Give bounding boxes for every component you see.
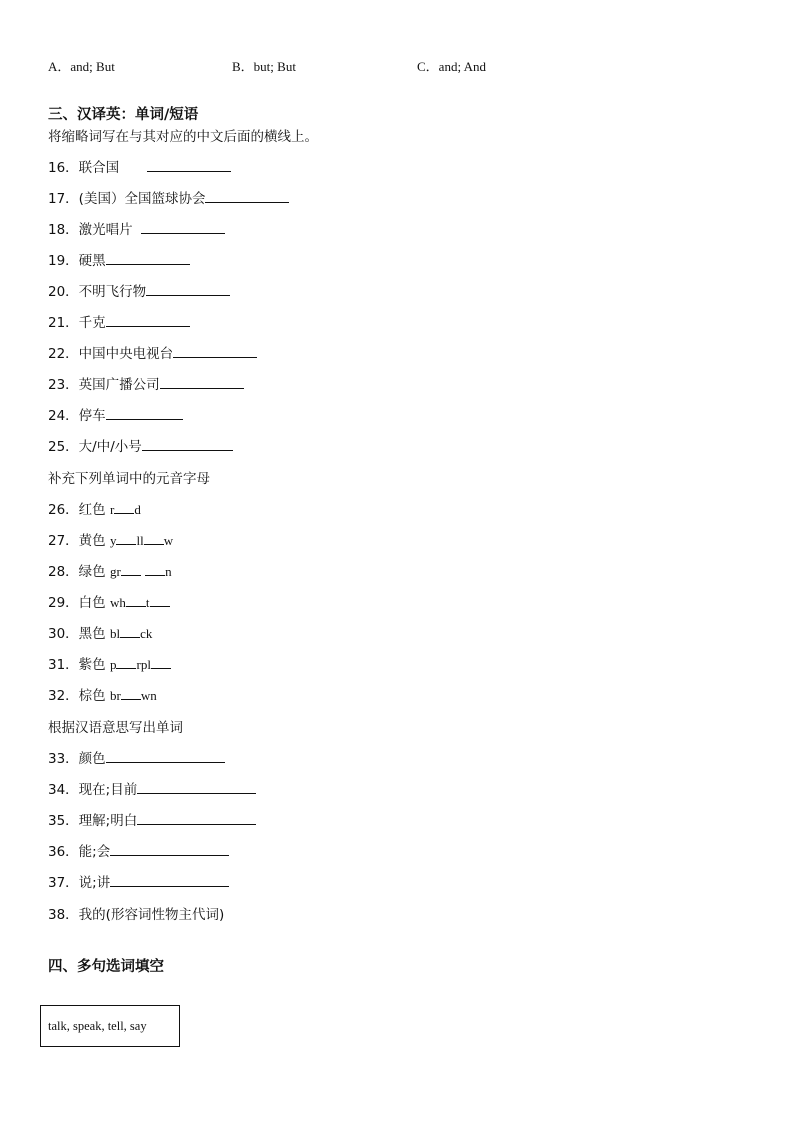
word-fragment: d (134, 502, 141, 517)
question-27-label: 27．黄色 (48, 533, 106, 549)
section-3-instruction-abbrev: 将缩略词写在与其对应的中文后面的横线上。 (48, 129, 318, 145)
question-29 (48, 594, 170, 612)
word-fragment: rpl (136, 657, 151, 672)
question-36 (48, 843, 229, 861)
question-21 (48, 314, 190, 332)
option-c: C．and; And (417, 59, 486, 74)
question-38-label: 38．我的(形容词性物主代词) (48, 907, 225, 923)
question-24 (48, 407, 183, 425)
option-b: B．but; But (232, 59, 296, 74)
answer-blank-16[interactable] (147, 159, 231, 172)
vowel-blank[interactable] (114, 501, 134, 514)
question-19-label: 19．硬黑 (48, 253, 106, 269)
question-16 (48, 159, 231, 177)
section-3-instruction-vowels: 补充下列单词中的元音字母 (48, 471, 210, 487)
vowel-blank[interactable] (126, 594, 146, 607)
question-17-label: 17．(美国）全国篮球协会 (48, 191, 206, 207)
answer-blank-21[interactable] (106, 314, 190, 327)
answer-blank-18[interactable] (141, 221, 225, 234)
word-fragment: r (109, 502, 115, 517)
word-fragment: n (165, 564, 172, 579)
question-37 (48, 874, 229, 892)
question-25-label: 25．大/中/小号 (48, 439, 142, 455)
word-bank-text: talk, speak, tell, say (48, 1019, 147, 1033)
answer-blank-19[interactable] (106, 252, 190, 265)
question-20-label: 20．不明飞行物 (48, 284, 147, 300)
question-22 (48, 345, 257, 363)
vowel-blank[interactable] (121, 563, 141, 576)
question-18-label: 18．激光唱片 (48, 222, 133, 238)
question-33-label: 33．颜色 (48, 751, 106, 767)
question-32-label: 32．棕色 (48, 688, 106, 704)
section-3-title: 三、汉译英：单词/短语 (48, 107, 199, 123)
question-34-label: 34．现在;目前 (48, 782, 138, 798)
word-fragment: ck (140, 626, 153, 641)
vowel-blank[interactable] (144, 532, 164, 545)
question-26-label: 26．红色 (48, 502, 106, 518)
word-fragment: ll (136, 533, 144, 548)
question-29-label: 29．白色 (48, 595, 106, 611)
question-31 (48, 656, 171, 674)
word-fragment: t (145, 595, 150, 610)
option-a: A．and; But (48, 59, 115, 74)
vowel-blank[interactable] (120, 625, 140, 638)
question-24-label: 24．停车 (48, 408, 106, 424)
answer-blank-36[interactable] (110, 843, 229, 856)
answer-blank-37[interactable] (110, 874, 229, 887)
answer-blank-20[interactable] (146, 283, 230, 296)
answer-blank-35[interactable] (137, 812, 256, 825)
answer-blank-25[interactable] (142, 438, 233, 451)
vowel-blank[interactable] (116, 656, 136, 669)
question-32 (48, 687, 157, 705)
vowel-blank[interactable] (116, 532, 136, 545)
vowel-blank[interactable] (150, 594, 170, 607)
question-26 (48, 501, 141, 519)
question-27 (48, 532, 173, 550)
question-34 (48, 781, 256, 799)
vowel-blank[interactable] (145, 563, 165, 576)
word-fragment: wh (109, 595, 126, 610)
question-22-label: 22．中国中央电视台 (48, 346, 174, 362)
question-21-label: 21．千克 (48, 315, 106, 331)
question-33 (48, 750, 225, 768)
question-17 (48, 190, 289, 208)
answer-blank-33[interactable] (106, 750, 225, 763)
question-38 (48, 906, 224, 924)
section-3-instruction-words: 根据汉语意思写出单词 (48, 720, 183, 736)
word-fragment: y (109, 533, 117, 548)
answer-blank-24[interactable] (106, 407, 183, 420)
question-19 (48, 252, 190, 270)
question-31-label: 31．紫色 (48, 657, 106, 673)
answer-blank-22[interactable] (173, 345, 257, 358)
answer-blank-17[interactable] (205, 190, 289, 203)
choice-options (48, 56, 768, 74)
question-35-label: 35．理解;明白 (48, 813, 138, 829)
question-18 (48, 221, 225, 239)
vowel-blank[interactable] (151, 656, 171, 669)
word-fragment: gr (109, 564, 121, 579)
question-36-label: 36．能;会 (48, 844, 111, 860)
question-37-label: 37．说;讲 (48, 875, 111, 891)
question-23-label: 23．英国广播公司 (48, 377, 160, 393)
question-25 (48, 438, 233, 456)
question-30 (48, 625, 152, 643)
answer-blank-23[interactable] (160, 376, 244, 389)
vowel-blank[interactable] (121, 687, 141, 700)
question-20 (48, 283, 230, 301)
word-fragment: br (109, 688, 121, 703)
section-4-title: 四、多句选词填空 (48, 959, 164, 975)
word-bank-box (40, 1005, 180, 1047)
word-fragment: p (109, 657, 117, 672)
word-fragment: w (163, 533, 174, 548)
question-35 (48, 812, 256, 830)
question-28-label: 28．绿色 (48, 564, 106, 580)
answer-blank-34[interactable] (137, 781, 256, 794)
question-16-label: 16．联合国 (48, 160, 120, 176)
question-28 (48, 563, 172, 581)
question-23 (48, 376, 244, 394)
question-30-label: 30．黑色 (48, 626, 106, 642)
word-fragment: wn (140, 688, 157, 703)
word-fragment: bl (109, 626, 121, 641)
